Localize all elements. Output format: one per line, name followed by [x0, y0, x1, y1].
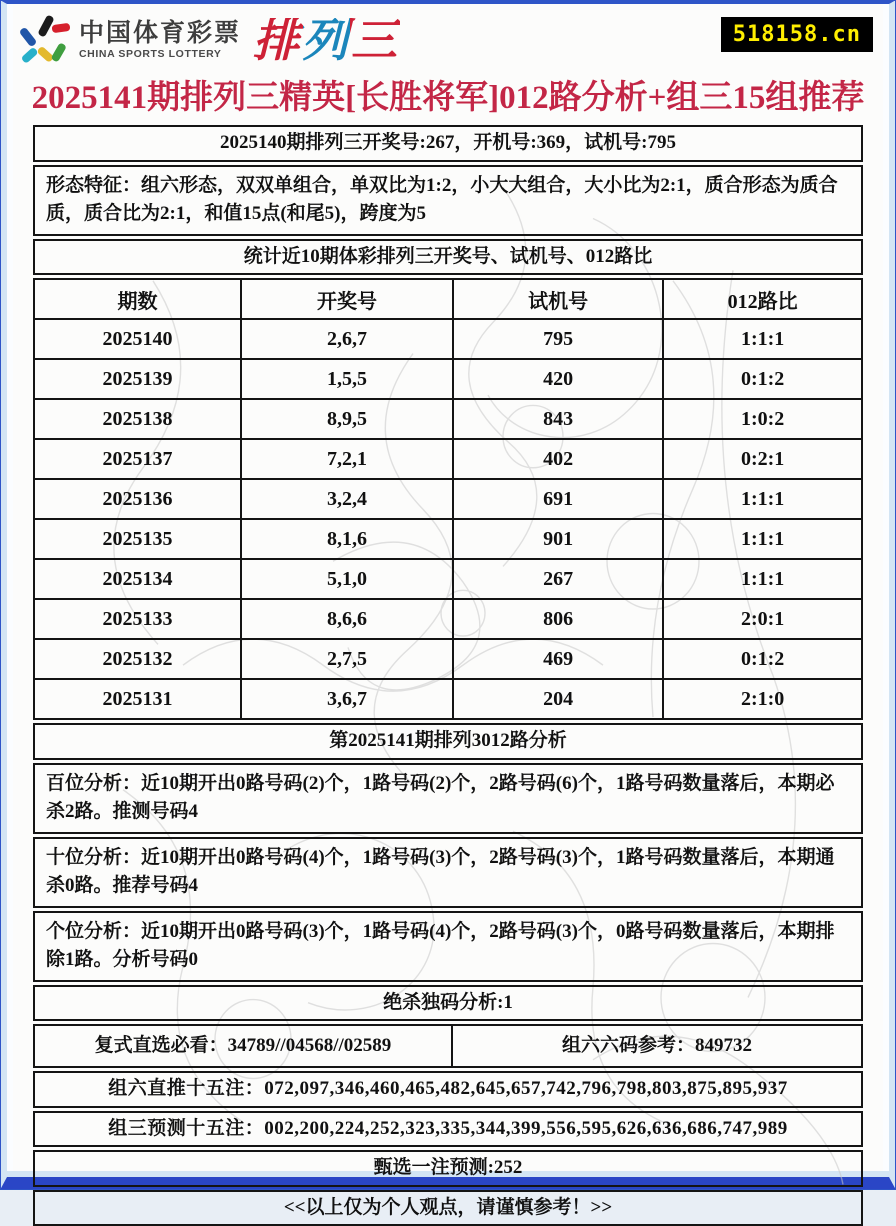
group6-six-code-ref: 组六六码参考：849732	[453, 1026, 861, 1066]
table-cell-ratio: 0:1:2	[663, 639, 862, 679]
table-row	[34, 359, 862, 399]
table-cell-test: 843	[453, 399, 663, 439]
table-row	[34, 519, 862, 559]
sports-lottery-icon	[21, 14, 71, 66]
table-cell-period: 2025139	[34, 359, 241, 399]
table-cell-period: 2025135	[34, 519, 241, 559]
table-row	[34, 679, 862, 719]
table-row	[34, 599, 862, 639]
table-row	[34, 639, 862, 679]
stats-table	[33, 278, 863, 720]
table-cell-draw: 8,9,5	[241, 399, 453, 439]
table-row	[34, 559, 862, 599]
analysis-section-title: 第2025141期排列3012路分析	[33, 723, 863, 760]
table-cell-draw: 8,6,6	[241, 599, 453, 639]
brand-text	[79, 20, 241, 60]
table-cell-ratio: 0:1:2	[663, 359, 862, 399]
table-cell-draw: 3,2,4	[241, 479, 453, 519]
duplex-direct-pick: 复式直选必看：34789//04568//02589	[35, 1026, 453, 1066]
table-cell-ratio: 1:0:2	[663, 399, 862, 439]
brand-logo	[21, 14, 400, 66]
col-header-draw-number: 开奖号	[241, 279, 453, 319]
page-title: 2025141期排列三精英[长胜将军]012路分析+组三15组推荐	[7, 71, 889, 118]
table-cell-ratio: 1:1:1	[663, 519, 862, 559]
table-cell-draw: 7,2,1	[241, 439, 453, 479]
hundreds-analysis: 百位分析：近10期开出0路号码(2)个，1路号码(2)个，2路号码(6)个，1路号码数量落后，本期必杀2路。推测号码4	[33, 763, 863, 834]
table-cell-ratio: 0:2:1	[663, 439, 862, 479]
table-cell-draw: 2,7,5	[241, 639, 453, 679]
page-header	[7, 4, 889, 68]
kill-single-analysis: 绝杀独码分析:1	[33, 985, 863, 1022]
table-cell-test: 267	[453, 559, 663, 599]
table-cell-draw: 3,6,7	[241, 679, 453, 719]
stats-caption: 统计近10期体彩排列三开奖号、试机号、012路比	[33, 239, 863, 276]
duplex-picks-row	[33, 1024, 863, 1068]
table-cell-period: 2025132	[34, 639, 241, 679]
group3-fifteen-picks: 组三预测十五注：002,200,224,252,323,335,344,399,556,595,626,636,686,747,989	[33, 1111, 863, 1148]
table-cell-ratio: 2:0:1	[663, 599, 862, 639]
table-cell-test: 420	[453, 359, 663, 399]
table-cell-test: 795	[453, 319, 663, 359]
col-header-period: 期数	[34, 279, 241, 319]
site-badge: 518158.cn	[721, 17, 873, 52]
table-row	[34, 399, 862, 439]
table-cell-test: 204	[453, 679, 663, 719]
table-row	[34, 439, 862, 479]
table-row	[34, 479, 862, 519]
group6-fifteen-picks: 组六直推十五注：072,097,346,460,465,482,645,657,742,796,798,803,875,895,937	[33, 1071, 863, 1108]
table-cell-period: 2025138	[34, 399, 241, 439]
table-cell-ratio: 1:1:1	[663, 559, 862, 599]
table-cell-period: 2025131	[34, 679, 241, 719]
table-cell-test: 469	[453, 639, 663, 679]
table-cell-period: 2025137	[34, 439, 241, 479]
table-cell-test: 901	[453, 519, 663, 559]
last-draw-info: 2025140期排列三开奖号:267，开机号:369，试机号:795	[33, 125, 863, 162]
tens-analysis: 十位分析：近10期开出0路号码(4)个，1路号码(3)个，2路号码(3)个，1路号码数量落后，本期通杀0路。推荐号码4	[33, 837, 863, 908]
content-area	[33, 125, 863, 1226]
col-header-012-ratio: 012路比	[663, 279, 862, 319]
table-cell-draw: 5,1,0	[241, 559, 453, 599]
table-cell-draw: 2,6,7	[241, 319, 453, 359]
brand-name-en: CHINA SPORTS LOTTERY	[79, 48, 241, 60]
table-cell-test: 691	[453, 479, 663, 519]
table-cell-draw: 1,5,5	[241, 359, 453, 399]
brand-name-cn: 中国体育彩票	[79, 20, 241, 48]
game-logo-pailie3: 排列三	[253, 18, 400, 64]
table-cell-period: 2025134	[34, 559, 241, 599]
table-cell-ratio: 1:1:1	[663, 479, 862, 519]
shape-features: 形态特征：组六形态，双双单组合，单双比为1:2，小大大组合，大小比为2:1，质合形态为质合质，质合比为2:1，和值15点(和尾5)，跨度为5	[33, 165, 863, 236]
table-cell-test: 402	[453, 439, 663, 479]
table-cell-test: 806	[453, 599, 663, 639]
table-cell-ratio: 1:1:1	[663, 319, 862, 359]
final-single-pick: 甄选一注预测:252	[33, 1150, 863, 1187]
table-cell-period: 2025136	[34, 479, 241, 519]
table-cell-ratio: 2:1:0	[663, 679, 862, 719]
col-header-test-number: 试机号	[453, 279, 663, 319]
stats-table-header-row	[34, 279, 862, 319]
table-cell-draw: 8,1,6	[241, 519, 453, 559]
disclaimer: <<以上仅为个人观点，请谨慎参考！>>	[33, 1190, 863, 1226]
table-row	[34, 319, 862, 359]
table-cell-period: 2025133	[34, 599, 241, 639]
table-cell-period: 2025140	[34, 319, 241, 359]
units-analysis: 个位分析：近10期开出0路号码(3)个，1路号码(4)个，2路号码(3)个，0路号码数量落后，本期排除1路。分析号码0	[33, 911, 863, 982]
